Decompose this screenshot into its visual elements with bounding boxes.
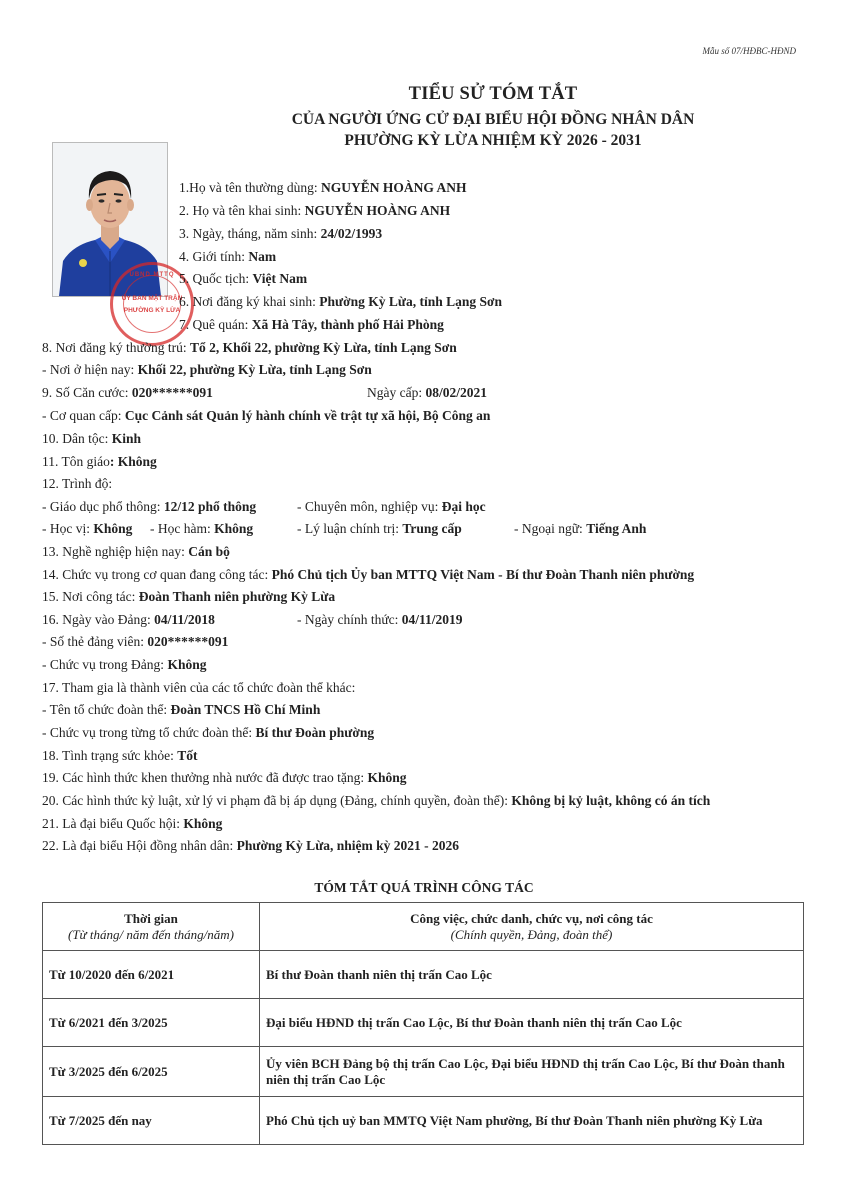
field-organization-name: - Tên tổ chức đoàn thể: Đoàn TNCS Hồ Chí Minh — [42, 702, 321, 717]
field-academic-title: - Học hàm: Không — [150, 521, 254, 536]
field-position: 14. Chức vụ trong cơ quan đang công tác: Phó Chủ tịch Ủy ban MTTQ Việt Nam - Bí thư Đoàn Thanh niên phường — [42, 567, 695, 582]
career-period: Từ 10/2020 đến 6/2021 — [43, 951, 260, 999]
field-organizations-heading: 17. Tham gia là thành viên của các tổ chức đoàn thể khác: — [42, 680, 356, 695]
field-organization-role: - Chức vụ trong từng tổ chức đoàn thể: Bí thư Đoàn phường — [42, 725, 375, 740]
field-party-card-number: - Số thẻ đảng viên: 020******091 — [42, 634, 229, 649]
field-national-assembly: 21. Là đại biểu Quốc hội: Không — [42, 816, 223, 831]
field-nationality: 5. Quốc tịch: Việt Nam — [179, 271, 308, 286]
field-workplace: 15. Nơi công tác: Đoàn Thanh niên phường Kỳ Lừa — [42, 589, 336, 604]
field-religion: 11. Tôn giáo: Không — [42, 454, 157, 469]
stamp-outer-text: UBND MTTQ — [129, 272, 175, 278]
career-section-title: TÓM TẮT QUÁ TRÌNH CÔNG TÁC — [314, 880, 534, 895]
field-hometown: 7. Quê quán: Xã Hà Tây, thành phố Hải Phòng — [179, 317, 444, 332]
career-period: Từ 7/2025 đến nay — [43, 1097, 260, 1145]
field-specialty: - Chuyên môn, nghiệp vụ: Đại học — [297, 499, 486, 514]
career-role: Đại biểu HĐND thị trấn Cao Lộc, Bí thư Đoàn thanh niên thị trấn Cao Lộc — [260, 999, 804, 1047]
field-common-name: 1.Họ và tên thường dùng: NGUYỄN HOÀNG ANH — [179, 180, 467, 195]
field-permanent-residence: 8. Nơi đăng ký thường trú: Tổ 2, Khối 22, phường Kỳ Lừa, tỉnh Lạng Sơn — [42, 340, 457, 355]
career-role: Ủy viên BCH Đảng bộ thị trấn Cao Lộc, Đại biểu HĐND thị trấn Cao Lộc, Bí thư Đoàn thanh niên thị trấn Cao Lộc — [260, 1047, 804, 1097]
stamp-inner-ring — [123, 275, 181, 333]
career-table-header — [43, 903, 804, 951]
field-general-education: - Giáo dục phổ thông: 12/12 phổ thông — [42, 499, 257, 514]
field-awards: 19. Các hình thức khen thưởng nhà nước đã được trao tặng: Không — [42, 770, 407, 785]
field-id-number: 9. Số Căn cước: 020******091 — [42, 385, 213, 400]
field-discipline: 20. Các hình thức kỷ luật, xử lý vi phạm đã bị áp dụng (Đảng, chính quyền, đoàn thể): Không bị kỷ luật, không có án tích — [42, 793, 711, 808]
field-current-residence: - Nơi ở hiện nay: Khối 22, phường Kỳ Lừa, tỉnh Lạng Sơn — [42, 362, 372, 377]
field-political-theory: - Lý luận chính trị: Trung cấp — [297, 521, 462, 536]
field-ethnicity: 10. Dân tộc: Kinh — [42, 431, 142, 446]
field-birth-registration: 6. Nơi đăng ký khai sinh: Phường Kỳ Lừa, tỉnh Lạng Sơn — [179, 294, 502, 309]
field-birth-date: 3. Ngày, tháng, năm sinh: 24/02/1993 — [179, 226, 383, 241]
career-period: Từ 3/2025 đến 6/2025 — [43, 1047, 260, 1097]
table-row — [43, 1047, 804, 1097]
document-subtitle-1: CỦA NGƯỜI ỨNG CỬ ĐẠI BIỂU HỘI ĐỒNG NHÂN DÂN — [291, 111, 695, 128]
career-col-role-header: Công việc, chức danh, chức vụ, nơi công tác (Chính quyền, Đảng, đoàn thể) — [260, 903, 804, 951]
stamp-text-1: ỦY BAN MẶT TRẬN — [121, 295, 183, 302]
field-party-join-date: 16. Ngày vào Đảng: 04/11/2018 — [42, 612, 215, 627]
field-id-issue-date: Ngày cấp: 08/02/2021 — [367, 385, 487, 400]
career-period: Từ 6/2021 đến 3/2025 — [43, 999, 260, 1047]
field-health: 18. Tình trạng sức khỏe: Tốt — [42, 748, 198, 763]
career-col-period-header: Thời gian (Từ tháng/ năm đến tháng/năm) — [43, 903, 260, 951]
table-row — [43, 951, 804, 999]
field-party-position: - Chức vụ trong Đảng: Không — [42, 657, 207, 672]
field-gender: 4. Giới tính: Nam — [179, 249, 277, 264]
field-people-council: 22. Là đại biểu Hội đồng nhân dân: Phường Kỳ Lừa, nhiệm kỳ 2021 - 2026 — [42, 838, 460, 853]
document-subtitle-2: PHƯỜNG KỲ LỪA NHIỆM KỲ 2026 - 2031 — [344, 132, 642, 149]
table-row — [43, 999, 804, 1047]
field-party-official-date: - Ngày chính thức: 04/11/2019 — [297, 612, 463, 627]
career-role: Phó Chủ tịch uỷ ban MMTQ Việt Nam phường, Bí thư Đoàn Thanh niên phường Kỳ Lừa — [260, 1097, 804, 1145]
field-birth-name: 2. Họ và tên khai sinh: NGUYỄN HOÀNG ANH — [179, 203, 451, 218]
field-degree: - Học vị: Không — [42, 521, 133, 536]
document-title: TIỂU SỬ TÓM TẮT — [408, 84, 578, 104]
stamp-text-2: PHƯỜNG KỲ LỪA — [123, 307, 181, 314]
field-occupation: 13. Nghề nghiệp hiện nay: Cán bộ — [42, 544, 230, 559]
career-role: Bí thư Đoàn thanh niên thị trấn Cao Lộc — [260, 951, 804, 999]
table-row — [43, 1097, 804, 1145]
form-code: Mẫu số 07/HĐBC-HĐND — [702, 46, 796, 56]
career-table — [42, 902, 804, 1145]
field-education-heading: 12. Trình độ: — [42, 476, 113, 491]
field-id-issuer: - Cơ quan cấp: Cục Cảnh sát Quản lý hành chính về trật tự xã hội, Bộ Công an — [42, 408, 491, 423]
field-foreign-language: - Ngoại ngữ: Tiếng Anh — [514, 521, 647, 536]
